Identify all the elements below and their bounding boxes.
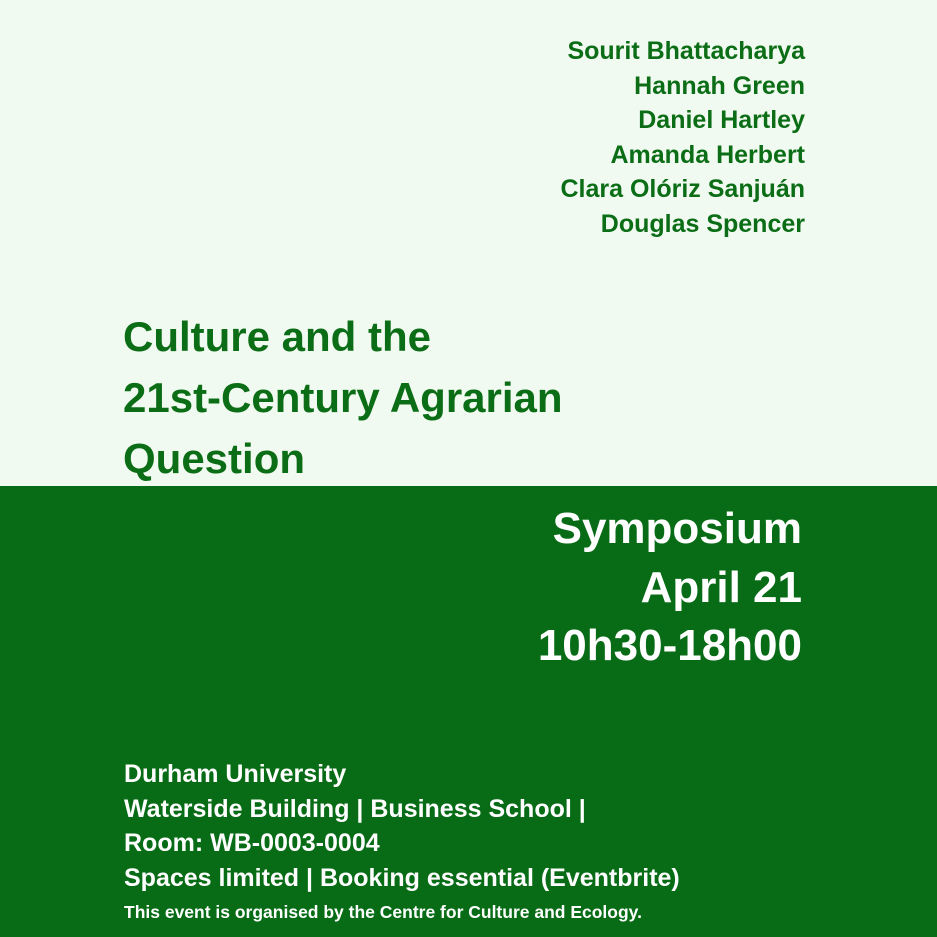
event-date: April 21 bbox=[640, 562, 802, 612]
title-line: 21st-Century Agrarian bbox=[123, 374, 563, 421]
speaker-list bbox=[560, 34, 805, 241]
venue-line: Waterside Building | Business School | bbox=[124, 794, 586, 823]
event-type: Symposium bbox=[552, 504, 802, 553]
poster-title bbox=[123, 306, 563, 489]
speaker-name: Amanda Herbert bbox=[610, 140, 805, 169]
booking-note: Spaces limited | Booking essential (Eventbrite) bbox=[124, 863, 680, 892]
title-line: Culture and the bbox=[123, 313, 432, 360]
organiser-note: This event is organised by the Centre for Culture and Ecology. bbox=[124, 902, 642, 922]
speaker-name: Douglas Spencer bbox=[600, 209, 805, 238]
venue-details bbox=[124, 757, 680, 895]
speaker-name: Hannah Green bbox=[634, 71, 805, 100]
venue-line: Durham University bbox=[124, 760, 347, 788]
speaker-name: Sourit Bhattacharya bbox=[567, 37, 805, 65]
speaker-name: Daniel Hartley bbox=[638, 106, 805, 134]
event-details bbox=[538, 500, 802, 676]
title-line: Question bbox=[123, 435, 306, 482]
venue-line: Room: WB-0003-0004 bbox=[124, 829, 380, 858]
event-time: 10h30-18h00 bbox=[537, 621, 802, 670]
speaker-name: Clara Olóriz Sanjuán bbox=[560, 175, 805, 203]
